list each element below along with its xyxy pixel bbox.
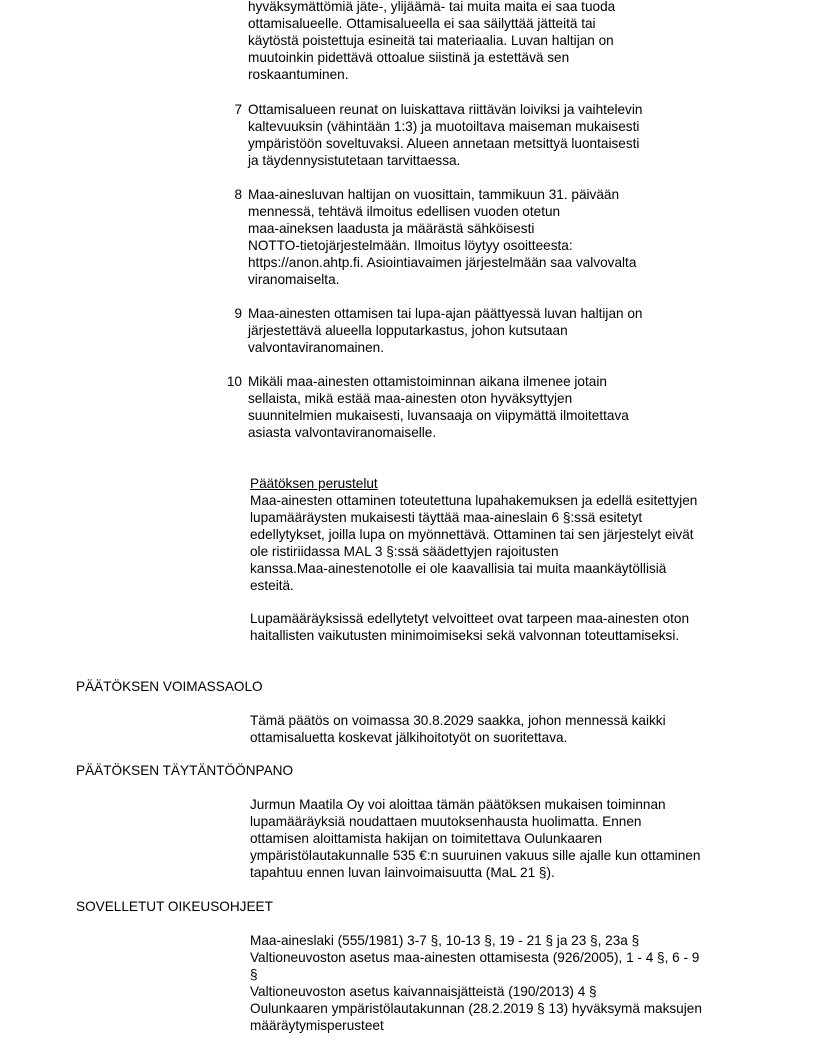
text-line: määräytymisperusteet	[250, 1018, 384, 1033]
section-heading-enforcement: PÄÄTÖKSEN TÄYTÄNTÖÖNPANO	[76, 763, 294, 778]
item-number: 7	[234, 102, 242, 117]
item-number: 10	[226, 374, 242, 389]
text-line: ottamisalueelle. Ottamisalueella ei saa säilyttää jätteitä tai	[248, 16, 596, 31]
text-line: käytöstä poistettuja esineitä tai materiaalia. Luvan haltijan on	[248, 33, 614, 48]
text-line: tapahtuu ennen luvan lainvoimaisuutta (MaL 21 §).	[250, 865, 555, 880]
text-line: Maa-ainesten ottaminen toteutettuna lupahakemuksen ja edellä esitettyjen	[250, 493, 698, 508]
text-line: sellaista, mikä estää maa-ainesten oton hyväksyttyjen	[248, 391, 573, 406]
text-line: edellytykset, joilla lupa on myönnettävä. Ottaminen tai sen järjestelyt eivät	[250, 527, 694, 542]
text-line: kaltevuuksin (vähintään 1:3) ja muotoiltava maiseman mukaisesti	[248, 119, 640, 134]
text-line: ottamisen aloittamista hakijan on toimitettava Oulunkaaren	[250, 831, 603, 846]
text-line: esteitä.	[250, 578, 294, 593]
text-line: muutoinkin pidettävä ottoalue siistinä ja estettävä sen	[248, 50, 570, 65]
item-number: 8	[234, 187, 242, 202]
legal-text	[250, 932, 702, 1034]
text-line: Maa-aineslaki (555/1981) 3-7 §, 10-13 §, 19 - 21 § ja 23 §, 23a §	[250, 933, 640, 948]
text-line: hyväksymättömiä jäte-, ylijäämä- tai muita maita ei saa tuoda	[248, 0, 616, 14]
validity-text	[250, 712, 666, 746]
text-line: Oulunkaaren ympäristölautakunnan (28.2.2019 § 13) hyväksymä maksujen	[250, 1001, 702, 1016]
text-line: Mikäli maa-ainesten ottamistoiminnan aikana ilmenee jotain	[248, 374, 607, 389]
text-line: haitallisten vaikutusten minimoimiseksi sekä valvonnan toteuttamiseksi.	[250, 628, 680, 643]
text-line: ole ristiriidassa MAL 3 §:ssä säädettyjen rajoitusten	[250, 544, 559, 559]
text-line: ottamisaluetta koskevat jälkihoitotyöt on suoritettava.	[250, 730, 568, 745]
decision-grounds	[250, 475, 697, 594]
text-line: asiasta valvontaviranomaiselle.	[248, 425, 437, 440]
text-line: Maa-ainesluvan haltijan on vuosittain, tammikuun 31. päivään	[248, 187, 620, 202]
text-line: https://anon.ahtp.fi. Asiointiavaimen järjestelmään saa valvovalta	[248, 255, 637, 270]
text-line: Valtioneuvoston asetus maa-ainesten ottamisesta (926/2005), 1 - 4 §, 6 - 9	[250, 950, 700, 965]
text-line: Tämä päätös on voimassa 30.8.2029 saakka, johon mennessä kaikki	[250, 713, 666, 728]
text-line: lupamääräysten mukaisesti täyttää maa-aineslain 6 §:ssä esitetyt	[250, 510, 643, 525]
item-number: 9	[234, 306, 242, 321]
text-line: viranomaiselta.	[248, 272, 340, 287]
intro-paragraph	[248, 0, 615, 83]
text-line: Valtioneuvoston asetus kaivannaisjätteistä (190/2013) 4 §	[250, 984, 597, 999]
text-line: Lupamääräyksissä edellytetyt velvoitteet ovat tarpeen maa-ainesten oton	[250, 611, 690, 626]
enforcement-text	[250, 796, 700, 881]
text-line: mennessä, tehtävä ilmoitus edellisen vuoden otetun	[248, 204, 561, 219]
text-line: Maa-ainesten ottamisen tai lupa-ajan päättyessä luvan haltijan on	[248, 306, 643, 321]
text-line: valvontaviranomainen.	[248, 340, 385, 355]
text-line: roskaantuminen.	[248, 67, 349, 82]
text-line: ympäristölautakunnalle 535 €:n suuruinen vakuus sille ajalle kun ottaminen	[250, 848, 701, 863]
grounds-title: Päätöksen perustelut	[250, 476, 378, 491]
text-line: Jurmun Maatila Oy voi aloittaa tämän päätöksen mukaisen toiminnan	[250, 797, 666, 812]
text-line: järjestettävä alueella lopputarkastus, johon kutsutaan	[248, 323, 568, 338]
text-line: ja täydennysistutetaan tarvittaessa.	[248, 153, 461, 168]
text-line: kanssa.Maa-ainestenotolle ei ole kaavallisia tai muita maankäytöllisiä	[250, 561, 667, 576]
section-heading-legal: SOVELLETUT OIKEUSOHJEET	[76, 899, 273, 914]
text-line: §	[250, 967, 258, 982]
text-line: suunnitelmien mukaisesti, luvansaaja on viipymättä ilmoitettava	[248, 408, 629, 423]
decision-grounds-2	[250, 610, 689, 644]
section-heading-validity: PÄÄTÖKSEN VOIMASSAOLO	[76, 679, 263, 694]
text-line: NOTTO-tietojärjestelmään. Ilmoitus löytyy osoitteesta:	[248, 238, 573, 253]
text-line: maa-aineksen laadusta ja määrästä sähköisesti	[248, 221, 535, 236]
text-line: lupamääräyksiä noudattaen muutoksenhausta huolimatta. Ennen	[250, 814, 642, 829]
text-line: Ottamisalueen reunat on luiskattava riittävän loiviksi ja vaihtelevin	[248, 102, 643, 117]
text-line: ympäristöön soveltuvaksi. Alueen annetaan metsittyä luontaisesti	[248, 136, 640, 151]
